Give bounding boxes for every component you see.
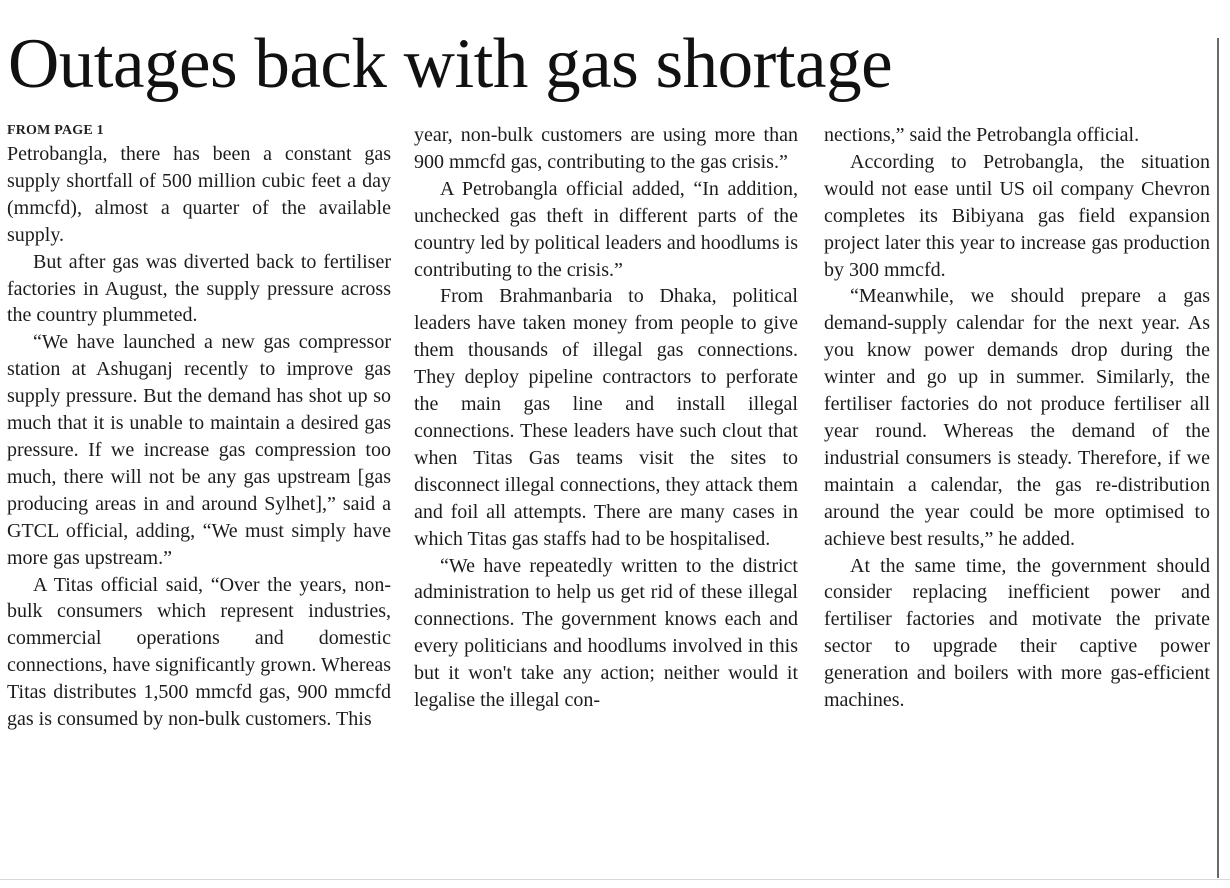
paragraph: Petrobangla, there has been a constant gas supply shortfall of 500 million cubic feet a day (mmcfd), almost a quarter of the available supply.	[7, 143, 391, 246]
paragraph: At the same time, the government should consider replacing inefficient power and fertiliser factories and motivate the private sector to upgrade their captive power generation and boilers with more gas-efficient machines.	[824, 554, 1210, 712]
headline: Outages back with gas shortage	[8, 25, 893, 103]
paragraph: “We have launched a new gas compressor station at Ashuganj recently to improve gas supply pressure. But the demand has shot up so much that it is unable to maintain a desired gas pressure. If we increase gas compression too much, there will not be any gas upstream [gas producing areas in and around Sylhet],” said a GTCL official, adding, “We must simply have more gas upstream.”	[7, 331, 391, 569]
paragraph: nections,” said the Petrobangla official.	[824, 124, 1140, 146]
paragraph: According to Petrobangla, the situation would not ease until US oil company Chevron completes its Bibiyana gas field expansion project later this year to increase gas production by 300 mmcfd.	[824, 150, 1210, 281]
jump-kicker: FROM PAGE 1	[7, 123, 104, 138]
paragraph: From Brahmanbaria to Dhaka, political leaders have taken money from people to give them thousands of illegal gas connections. They deploy pipeline contractors to perforate the main gas line and install illegal connections. These leaders have such clout that when Titas Gas teams visit the sites to disconnect illegal connections, they attack them and foil all attempts. There are many cases in which Titas gas staffs had to be hospitalised.	[414, 285, 798, 550]
paragraph: “We have repeatedly written to the district administration to help us get rid of these illegal connections. The government knows each and every politicians and hoodlums involved in this but it won't take any action; neither would it legalise the illegal con-	[414, 554, 798, 712]
paragraph: “Meanwhile, we should prepare a gas demand-supply calendar for the next year. As you know power demands drop during the winter and go up in summer. Similarly, the fertiliser factories do not produce fertiliser all year round. Whereas the demand of the industrial consumers is steady. Therefore, if we maintain a calendar, the gas re-distribution around the year could be more optimised to achieve best results,” he added.	[824, 285, 1210, 550]
paragraph: A Petrobangla official added, “In addition, unchecked gas theft in different parts of the country led by political leaders and hoodlums is contributing to the crisis.”	[414, 177, 798, 281]
paragraph: A Titas official said, “Over the years, non-bulk consumers which represent industries, commercial operations and domestic connections, have significantly grown. Whereas Titas distributes 1,500 mmcfd gas, 900 mmcfd gas is consumed by non-bulk customers. This	[7, 573, 391, 731]
column-3	[824, 122, 1210, 714]
column-1	[7, 120, 391, 733]
column-rule	[1217, 38, 1219, 878]
column-2	[414, 122, 798, 714]
paragraph: But after gas was diverted back to fertiliser factories in August, the supply pressure across the country plummeted.	[7, 250, 391, 327]
page-edge	[0, 879, 1230, 880]
paragraph: year, non-bulk customers are using more than 900 mmcfd gas, contributing to the gas crisis.”	[414, 124, 798, 173]
